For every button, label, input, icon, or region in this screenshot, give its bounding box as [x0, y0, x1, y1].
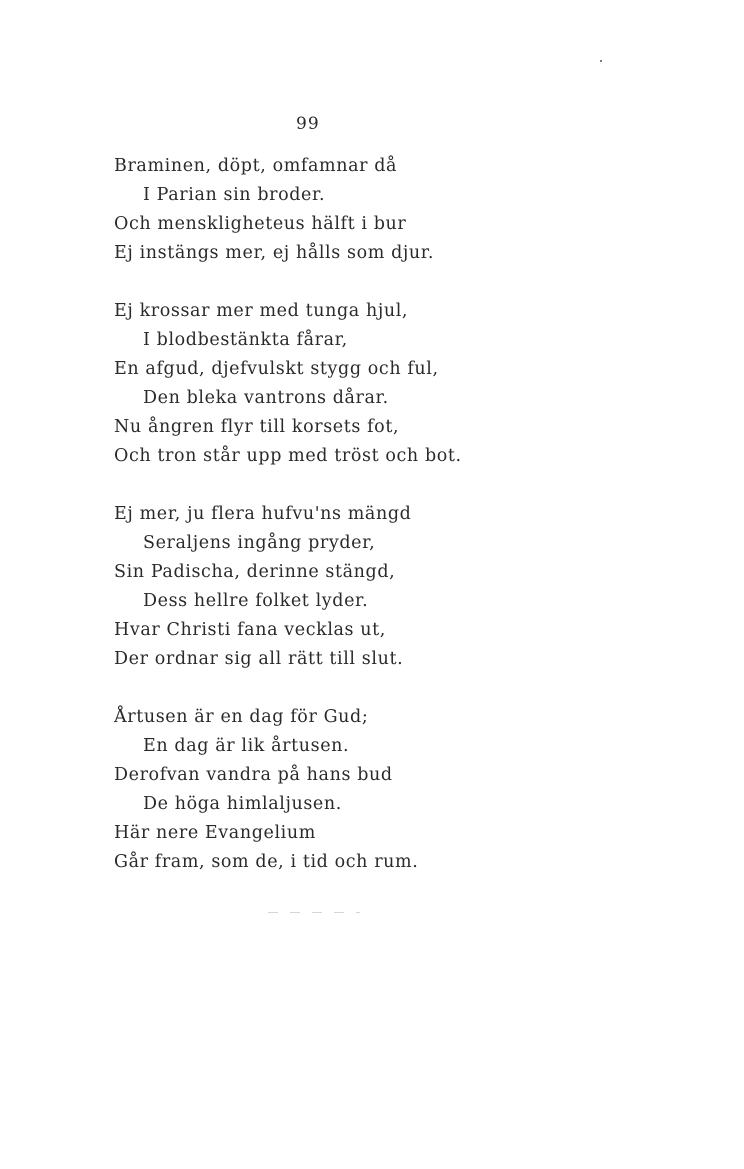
verse-line: Ej instängs mer, ej hålls som djur.	[114, 243, 434, 263]
verse-line: Här nere Evangelium	[114, 823, 316, 843]
verse-line: Sin Padischa, derinne stängd,	[114, 562, 396, 582]
verse-line: Der ordnar sig all rätt till slut.	[114, 649, 404, 669]
verse-line: De höga himlaljusen.	[143, 794, 342, 814]
verse-line: En dag är lik årtusen.	[143, 736, 350, 756]
verse-line: I blodbestänkta fårar,	[143, 330, 348, 350]
verse-line: Braminen, döpt, omfamnar då	[114, 156, 398, 176]
verse-line: Den bleka vantrons dårar.	[143, 388, 389, 408]
end-ornament	[268, 912, 360, 913]
stanza-3	[114, 500, 674, 674]
verse-line: Och menskligheteus hälft i bur	[114, 214, 407, 234]
verse-line: I Parian sin broder.	[143, 185, 326, 205]
verse-line: Dess hellre folket lyder.	[143, 591, 369, 611]
verse-line: Hvar Christi fana vecklas ut,	[114, 620, 386, 640]
page-number: 99	[296, 114, 320, 134]
verse-line: En afgud, djefvulskt stygg och ful,	[114, 359, 439, 379]
verse-line: Ej mer, ju flera hufvu'ns mängd	[114, 504, 412, 524]
verse-line: Derofvan vandra på hans bud	[114, 765, 393, 785]
verse-line: Och tron står upp med tröst och bot.	[114, 446, 462, 466]
verse-line: Årtusen är en dag för Gud;	[114, 707, 369, 727]
verse-line: Seraljens ingång pryder,	[143, 533, 376, 553]
stanza-2	[114, 297, 674, 471]
verse-line: Nu ångren flyr till korsets fot,	[114, 417, 400, 437]
stanza-4	[114, 703, 674, 877]
verse-line: Går fram, som de, i tid och rum.	[114, 852, 419, 872]
poem	[114, 152, 674, 906]
stanza-1	[114, 152, 674, 268]
print-speck	[600, 60, 602, 62]
verse-line: Ej krossar mer med tunga hjul,	[114, 301, 409, 321]
